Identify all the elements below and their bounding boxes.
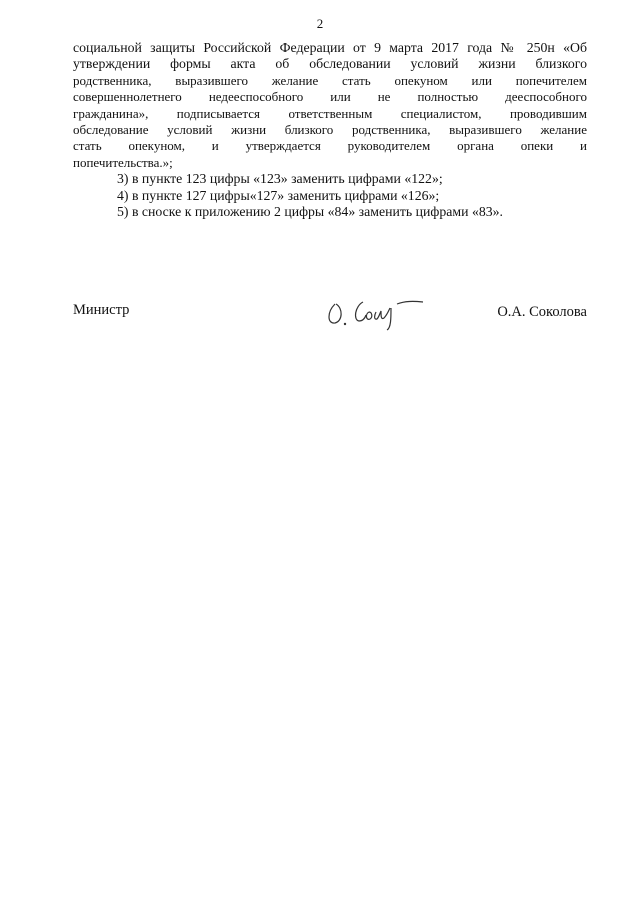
signature-block [73, 290, 587, 335]
amendment-item: 4) в пункте 127 цифры«127» заменить цифрами «126»; [117, 187, 440, 203]
amendment-item: 5) в сноске к приложению 2 цифры «84» заменить цифрами «83». [117, 203, 503, 219]
text-line: родственника, выразившего желание стать опекуном или попечителем [73, 72, 587, 88]
amendment-item: 3) в пункте 123 цифры «123» заменить цифрами «122»; [117, 171, 443, 187]
text-line: утверждении формы акта об обследовании условий жизни близкого [73, 56, 587, 72]
text-line: попечительства.»; [73, 154, 173, 170]
signer-name: О.А. Соколова [497, 304, 587, 320]
text-line: гражданина», подписывается ответственным специалистом, проводившим [73, 105, 587, 121]
text-line: стать опекуном, и утверждается руководителем органа опеки и [73, 138, 587, 154]
text-line: социальной защиты Российской Федерации от 9 марта 2017 года № 250н «Об [73, 40, 587, 55]
text-line: совершеннолетнего недееспособного или не полностью дееспособного [73, 89, 587, 105]
signer-title: Министр [73, 302, 130, 318]
text-line: обследование условий жизни близкого родственника, выразившего желание [73, 121, 587, 137]
handwritten-signature [321, 290, 433, 332]
document-body [73, 40, 587, 220]
page-number: 2 [316, 16, 324, 31]
